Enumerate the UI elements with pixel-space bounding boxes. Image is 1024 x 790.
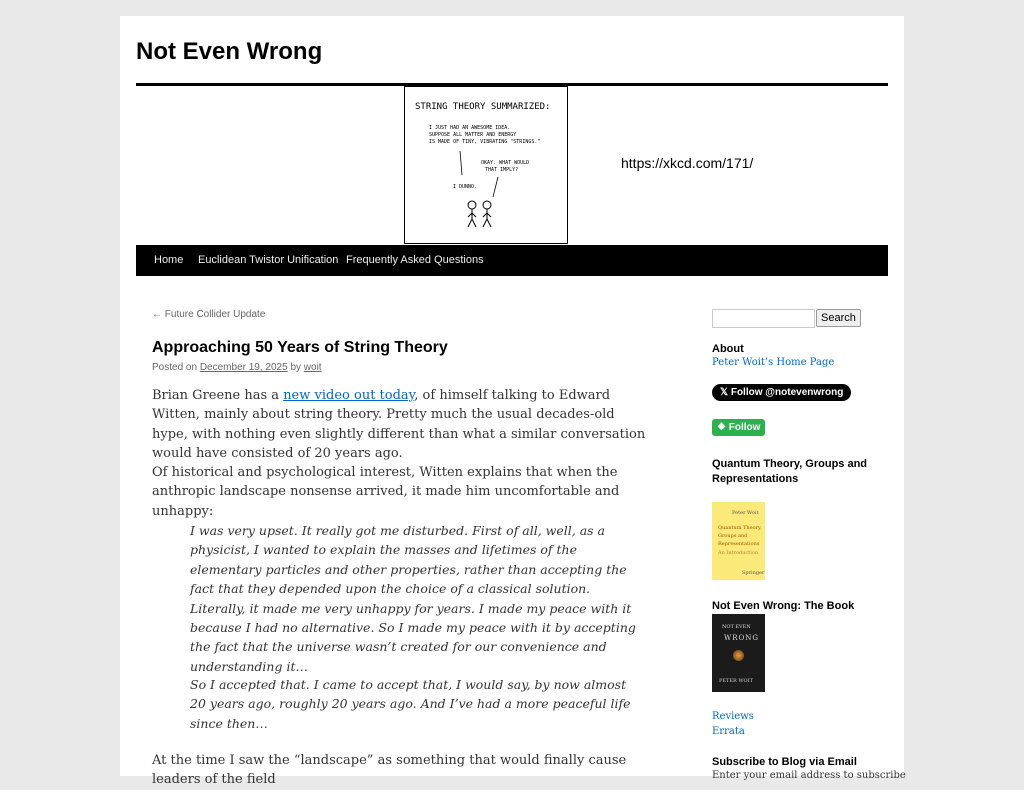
comic-line-3: IS MADE OF TINY, VIBRATING "STRINGS.": [429, 139, 541, 145]
about-widget-title: About: [712, 343, 744, 355]
book2-cover-line-1: NOT EVEN: [722, 624, 751, 630]
post-paragraph-3: At the time I saw the “landscape” as something that would finally cause leaders of the field: [152, 753, 627, 788]
reviews-link[interactable]: Reviews: [712, 711, 754, 722]
post-title[interactable]: Approaching 50 Years of String Theory: [152, 339, 448, 356]
book1-cover-line-2: Groups and: [718, 533, 748, 539]
book1-widget-title: Quantum Theory, Groups and Representations: [712, 458, 868, 485]
search-button[interactable]: Search: [816, 309, 861, 327]
post-meta: [152, 362, 322, 373]
book1-cover-publisher: Springer: [742, 570, 765, 576]
book1-cover-line-1: Quantum Theory,: [718, 525, 762, 531]
feedly-follow-button[interactable]: [712, 419, 765, 436]
nav-item-euclidean-twistor-unification[interactable]: Euclidean Twistor Unification: [198, 254, 339, 266]
page-wrapper: [120, 16, 906, 788]
book2-widget-title: Not Even Wrong: The Book: [712, 600, 855, 612]
feedly-icon: ❖: [717, 422, 726, 433]
comic-title: STRING THEORY SUMMARIZED:: [415, 102, 551, 112]
meta-by: by: [290, 362, 302, 373]
blockquote-paragraph-2: So I accepted that. I came to accept that, I would say, by now almost 20 years ago, roughly 20 years ago. And I’ve had a more peaceful life since then…: [190, 677, 631, 731]
book1-cover-line-4: An Introduction: [718, 550, 759, 556]
post-paragraph-2: Of historical and psychological interest, Witten explains that when the anthropic landscape nonsense arrived, it made him uncomfortable and unhappy:: [152, 465, 620, 519]
post-author-link[interactable]: woit: [303, 362, 322, 373]
header-banner: [136, 86, 888, 244]
book2-cover-emblem-icon: [733, 650, 744, 661]
main-nav: [136, 245, 888, 276]
search-input[interactable]: [712, 309, 815, 328]
x-logo-icon: 𝕏: [720, 387, 729, 398]
book2-cover-line-2: WRONG: [724, 634, 759, 642]
comic-line-2: SUPPOSE ALL MATTER AND ENERGY: [429, 132, 517, 138]
book2-cover-author: PETER WOIT: [719, 678, 753, 684]
nav-item-faq[interactable]: Frequently Asked Questions: [346, 254, 484, 266]
x-follow-label: Follow @notevenwrong: [730, 387, 844, 398]
nav-item-home[interactable]: Home: [154, 254, 184, 266]
blockquote-paragraph-1: I was very upset. It really got me disturbed. First of all, well, as a physicist, I wanted to explain the masses and lifetimes of the elementary particles and other properties, rather than accepting the fact that they depended upon the choice of a classical solution. Literally, it made me very unhappy for years. I made my peace with it because I had no alternative. So I made my peace with it by accepting the fact that the universe wasn’t created for our convenience and understanding it…: [190, 523, 636, 674]
quantum-theory-book-cover[interactable]: [712, 502, 765, 580]
meta-prefix: Posted on: [152, 362, 198, 373]
comic-reply-2: THAT IMPLY?: [485, 167, 519, 173]
p1-text-before: Brian Greene has a: [152, 388, 284, 403]
comic-reply-1: OKAY. WHAT WOULD: [481, 160, 530, 166]
feedly-follow-label: Follow: [728, 422, 761, 433]
site-title[interactable]: Not Even Wrong: [136, 38, 323, 65]
comic-line-1: I JUST HAD AN AWESOME IDEA.: [429, 125, 511, 131]
book1-cover-line-3: Representations: [718, 541, 760, 547]
x-follow-button[interactable]: [712, 384, 851, 401]
post-date-link[interactable]: December 19, 2025: [199, 362, 288, 373]
previous-post-link[interactable]: ← Future Collider Update: [152, 309, 266, 320]
p1-text-after: , of himself talking to Edward Witten, mainly about string theory. Pretty much the usual decades-old hype, with nothing even slightly different than what a similar conversation would have consisted of 20 years ago.: [152, 388, 646, 462]
new-video-link[interactable]: new video out today: [283, 388, 415, 403]
xkcd-comic-image: [404, 86, 568, 244]
subscribe-widget-title: Subscribe to Blog via Email: [712, 756, 857, 768]
comic-answer: I DUNNO.: [453, 184, 478, 190]
post-paragraph-1: [152, 386, 652, 464]
subscribe-description: Enter your email address to subscribe: [712, 770, 906, 781]
banner-url-text: https://xkcd.com/171/: [621, 155, 754, 171]
book1-cover-author: Peter Woit: [732, 510, 759, 516]
not-even-wrong-book-cover[interactable]: [712, 614, 765, 692]
peter-woit-home-page-link[interactable]: Peter Woit’s Home Page: [712, 357, 835, 368]
errata-link[interactable]: Errata: [712, 726, 745, 737]
